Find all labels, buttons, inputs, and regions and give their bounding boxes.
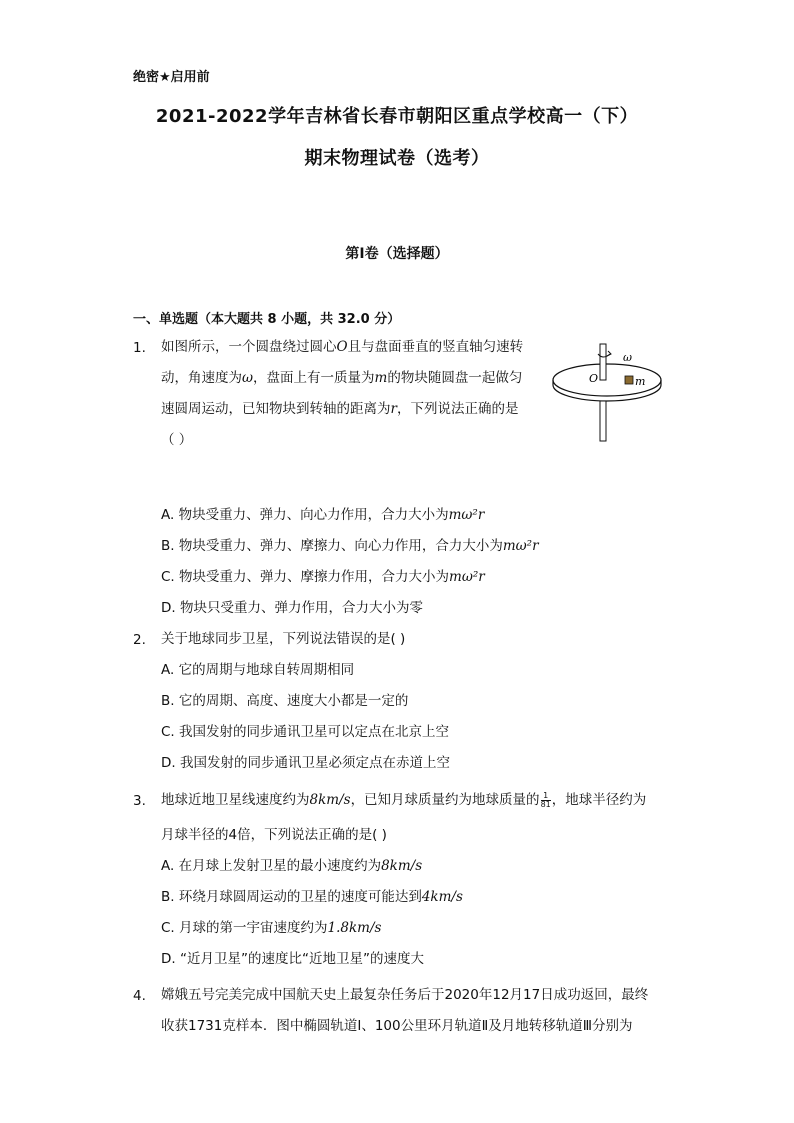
q1-text: 速圆周运动，已知物块到转轴的距离为 <box>161 401 391 417</box>
rotation-arrowhead <box>607 351 611 356</box>
q3-option-a[interactable] <box>161 857 422 875</box>
q1-text: 且与盘面垂直的竖直轴匀速转 <box>347 339 524 355</box>
q4-stem-line2: 收获1731克样本．图中椭圆轨道Ⅰ、100公里环月轨道Ⅱ及月地转移轨道Ⅲ分别为 <box>161 1018 633 1034</box>
q1-stem-line2 <box>161 369 522 387</box>
q1-formula: mω²r <box>449 569 485 585</box>
q2-option-a[interactable]: A. 它的周期与地球自转周期相同 <box>161 662 355 678</box>
secret-label: 绝密★启用前 <box>133 70 210 85</box>
q3-option-d[interactable]: D. “近月卫星”的速度比“近地卫星”的速度大 <box>161 951 424 967</box>
q2-option-c[interactable]: C. 我国发射的同步通讯卫星可以定点在北京上空 <box>161 724 450 740</box>
q3-option-a-text: A. 在月球上发射卫星的最小速度约为 <box>161 858 382 874</box>
fig-o-label: O <box>589 372 599 385</box>
q3-frac-den: 81 <box>540 799 551 809</box>
q1-text: 如图所示，一个圆盘绕过圆心 <box>161 339 337 355</box>
q1-text: 的物块随圆盘一起做匀 <box>387 370 523 386</box>
q1-var-m: m <box>374 370 388 386</box>
volume-label: 第I卷（选择题） <box>345 246 449 262</box>
q3-option-c-text: C. 月球的第一宇宙速度约为 <box>161 920 328 936</box>
q3-speed: 8km/s <box>309 792 351 808</box>
q1-option-c[interactable] <box>161 568 485 586</box>
fig-omega-label: ω <box>623 351 632 364</box>
axle-top <box>600 344 606 380</box>
section-heading: 一、单选题（本大题共 8 小题，共 32.0 分） <box>133 312 401 327</box>
q3-option-c[interactable] <box>161 919 381 937</box>
q1-formula: mω²r <box>502 538 539 554</box>
q3-option-b-value: 4km/s <box>421 889 463 905</box>
q3-option-c-value: 1.8km/s <box>327 920 382 936</box>
q3-text: ，已知月球质量约为地球质量的 <box>350 792 540 808</box>
q1-stem-line3 <box>161 400 518 418</box>
q1-option-b-text: B. 物块受重力、弹力、摩擦力、向心力作用，合力大小为 <box>161 538 503 554</box>
q1-option-a[interactable] <box>161 506 484 524</box>
q2-option-d[interactable]: D. 我国发射的同步通讯卫星必须定点在赤道上空 <box>161 755 450 771</box>
fig-m-label: m <box>635 375 646 388</box>
exam-title-line1: 2021-2022学年吉林省长春市朝阳区重点学校高一（下） <box>155 106 639 127</box>
q3-option-b-text: B. 环绕月球圆周运动的卫星的速度可能达到 <box>161 889 422 905</box>
q2-number: 2. <box>133 632 146 648</box>
q3-stem-line1 <box>161 791 646 809</box>
q1-answer-paren: （ ） <box>161 432 193 448</box>
q3-option-a-value: 8km/s <box>381 858 423 874</box>
q3-option-b[interactable] <box>161 888 463 906</box>
rotating-disk-figure <box>552 338 662 448</box>
q2-stem: 关于地球同步卫星，下列说法错误的是( ) <box>161 631 406 647</box>
q1-option-b[interactable] <box>161 537 539 555</box>
block-icon <box>625 376 633 384</box>
q1-formula: mω²r <box>448 507 485 523</box>
q3-stem-line2: 月球半径的4倍，下列说法正确的是( ) <box>161 827 387 843</box>
q2-option-b[interactable]: B. 它的周期、高度、速度大小都是一定的 <box>161 693 409 709</box>
q3-fraction <box>541 792 551 809</box>
q1-number: 1. <box>133 340 146 356</box>
q3-text: 地球近地卫星线速度约为 <box>161 792 310 808</box>
q1-var-r: r <box>390 401 397 417</box>
q1-var-o: O <box>336 339 348 355</box>
q4-number: 4. <box>133 988 146 1004</box>
q1-option-c-text: C. 物块受重力、弹力、摩擦力作用，合力大小为 <box>161 569 450 585</box>
axle-bottom <box>600 401 606 441</box>
exam-title-line2: 期末物理试卷（选考） <box>304 148 490 169</box>
q3-frac-num: 1 <box>541 792 551 801</box>
q1-text: ，下列说法正确的是 <box>396 401 519 417</box>
q3-text: ，地球半径约为 <box>551 792 647 808</box>
q4-stem-line1: 嫦娥五号完美完成中国航天史上最复杂任务后于2020年12月17日成功返回，最终 <box>161 987 649 1003</box>
q1-text: 动，角速度为 <box>161 370 242 386</box>
q1-text: ，盘面上有一质量为 <box>253 370 375 386</box>
q1-option-a-text: A. 物块受重力、弹力、向心力作用，合力大小为 <box>161 507 449 523</box>
q1-option-d[interactable]: D. 物块只受重力、弹力作用，合力大小为零 <box>161 600 423 616</box>
q1-stem-line1 <box>161 338 523 356</box>
q1-var-omega: ω <box>242 370 254 386</box>
q3-number: 3. <box>133 793 146 809</box>
